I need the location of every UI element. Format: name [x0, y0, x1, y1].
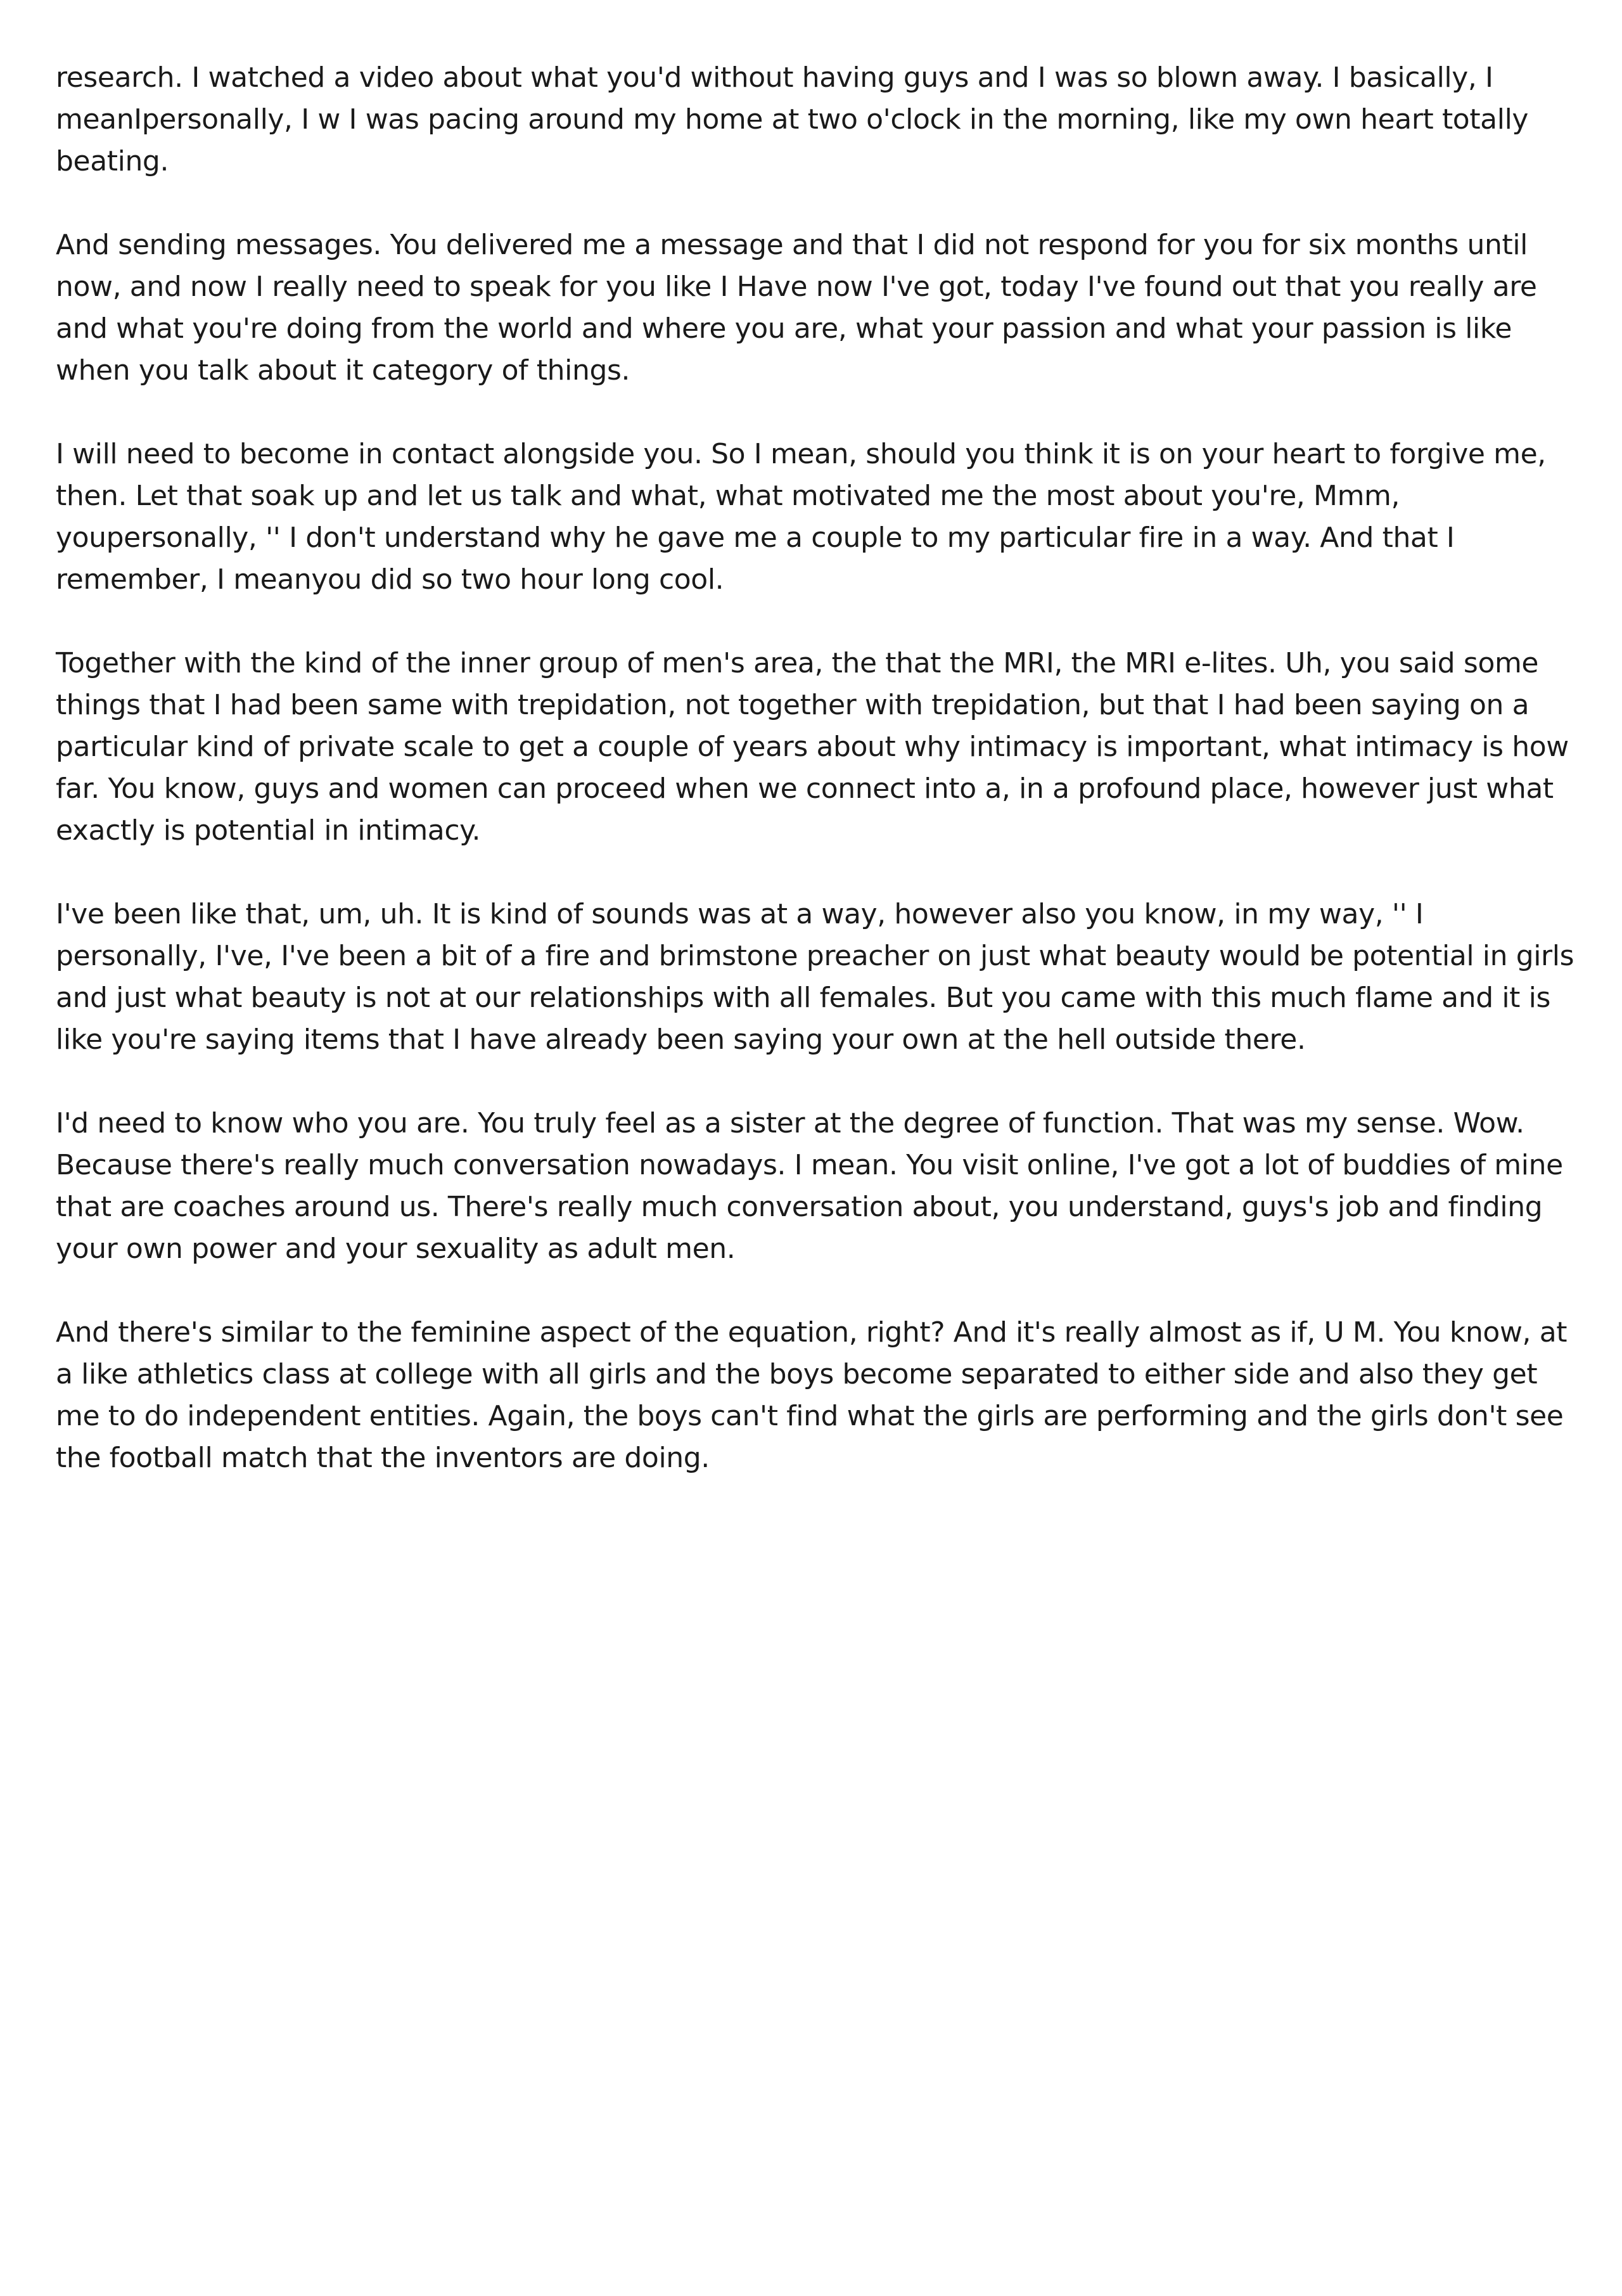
paragraph: And there's similar to the feminine aspect of the equation, right? And it's really almost as if, U M. You know, at a like athletics class at college with all girls and the boys become separated to either side and also they get me to do independent entities. Again, the boys can't find what the girls are performing and the girls don't see the football match that the inventors are doing.	[56, 1316, 1568, 1474]
paragraph: research. I watched a video about what you'd without having guys and I was so blown away. I basically, I meanIpersonally, I w I was pacing around my home at two o'clock in the morning, like my own heart totally beating.	[56, 61, 1529, 177]
paragraph: I've been like that, um, uh. It is kind of sounds was at a way, however also you know, in my way, '' I personally, I've, I've been a bit of a fire and brimstone preacher on just what beauty would be potential in girls and just what beauty is not at our relationships with all females. But you came with this much flame and it is like you're saying items that I have already been saying your own at the hell outside there.	[56, 898, 1574, 1056]
paragraph: And sending messages. You delivered me a message and that I did not respond for you for six months until now, and now I really need to speak for you like I Have now I've got, today I've found out that you really are and what you're doing from the world and where you are, what your passion and what your passion is like when you talk about it category of things.	[56, 229, 1537, 387]
paragraph: Together with the kind of the inner group of men's area, the that the MRI, the MRI e-lites. Uh, you said some things that I had been same with trepidation, not together with trepidation, but that I had been saying on a particular kind of private scale to get a couple of years about why intimacy is important, what intimacy is how far. You know, guys and women can proceed when we connect into a, in a profound place, however just what exactly is potential in intimacy.	[56, 647, 1569, 847]
paragraph: I'd need to know who you are. You truly feel as a sister at the degree of function. That was my sense. Wow. Because there's really much conversation nowadays. I mean. You visit online, I've got a lot of buddies of mine that are coaches around us. There's really much conversation about, you understand, guys's job and finding your own power and your sexuality as adult men.	[56, 1107, 1563, 1265]
document-body	[56, 57, 1576, 1521]
paragraph: I will need to become in contact alongside you. So I mean, should you think it is on your heart to forgive me, then. Let that soak up and let us talk and what, what motivated me the most about you're, Mmm, youpersonally, '' I don't understand why he gave me a couple to my particular fire in a way. And that I remember, I meanyou did so two hour long cool.	[56, 438, 1546, 596]
